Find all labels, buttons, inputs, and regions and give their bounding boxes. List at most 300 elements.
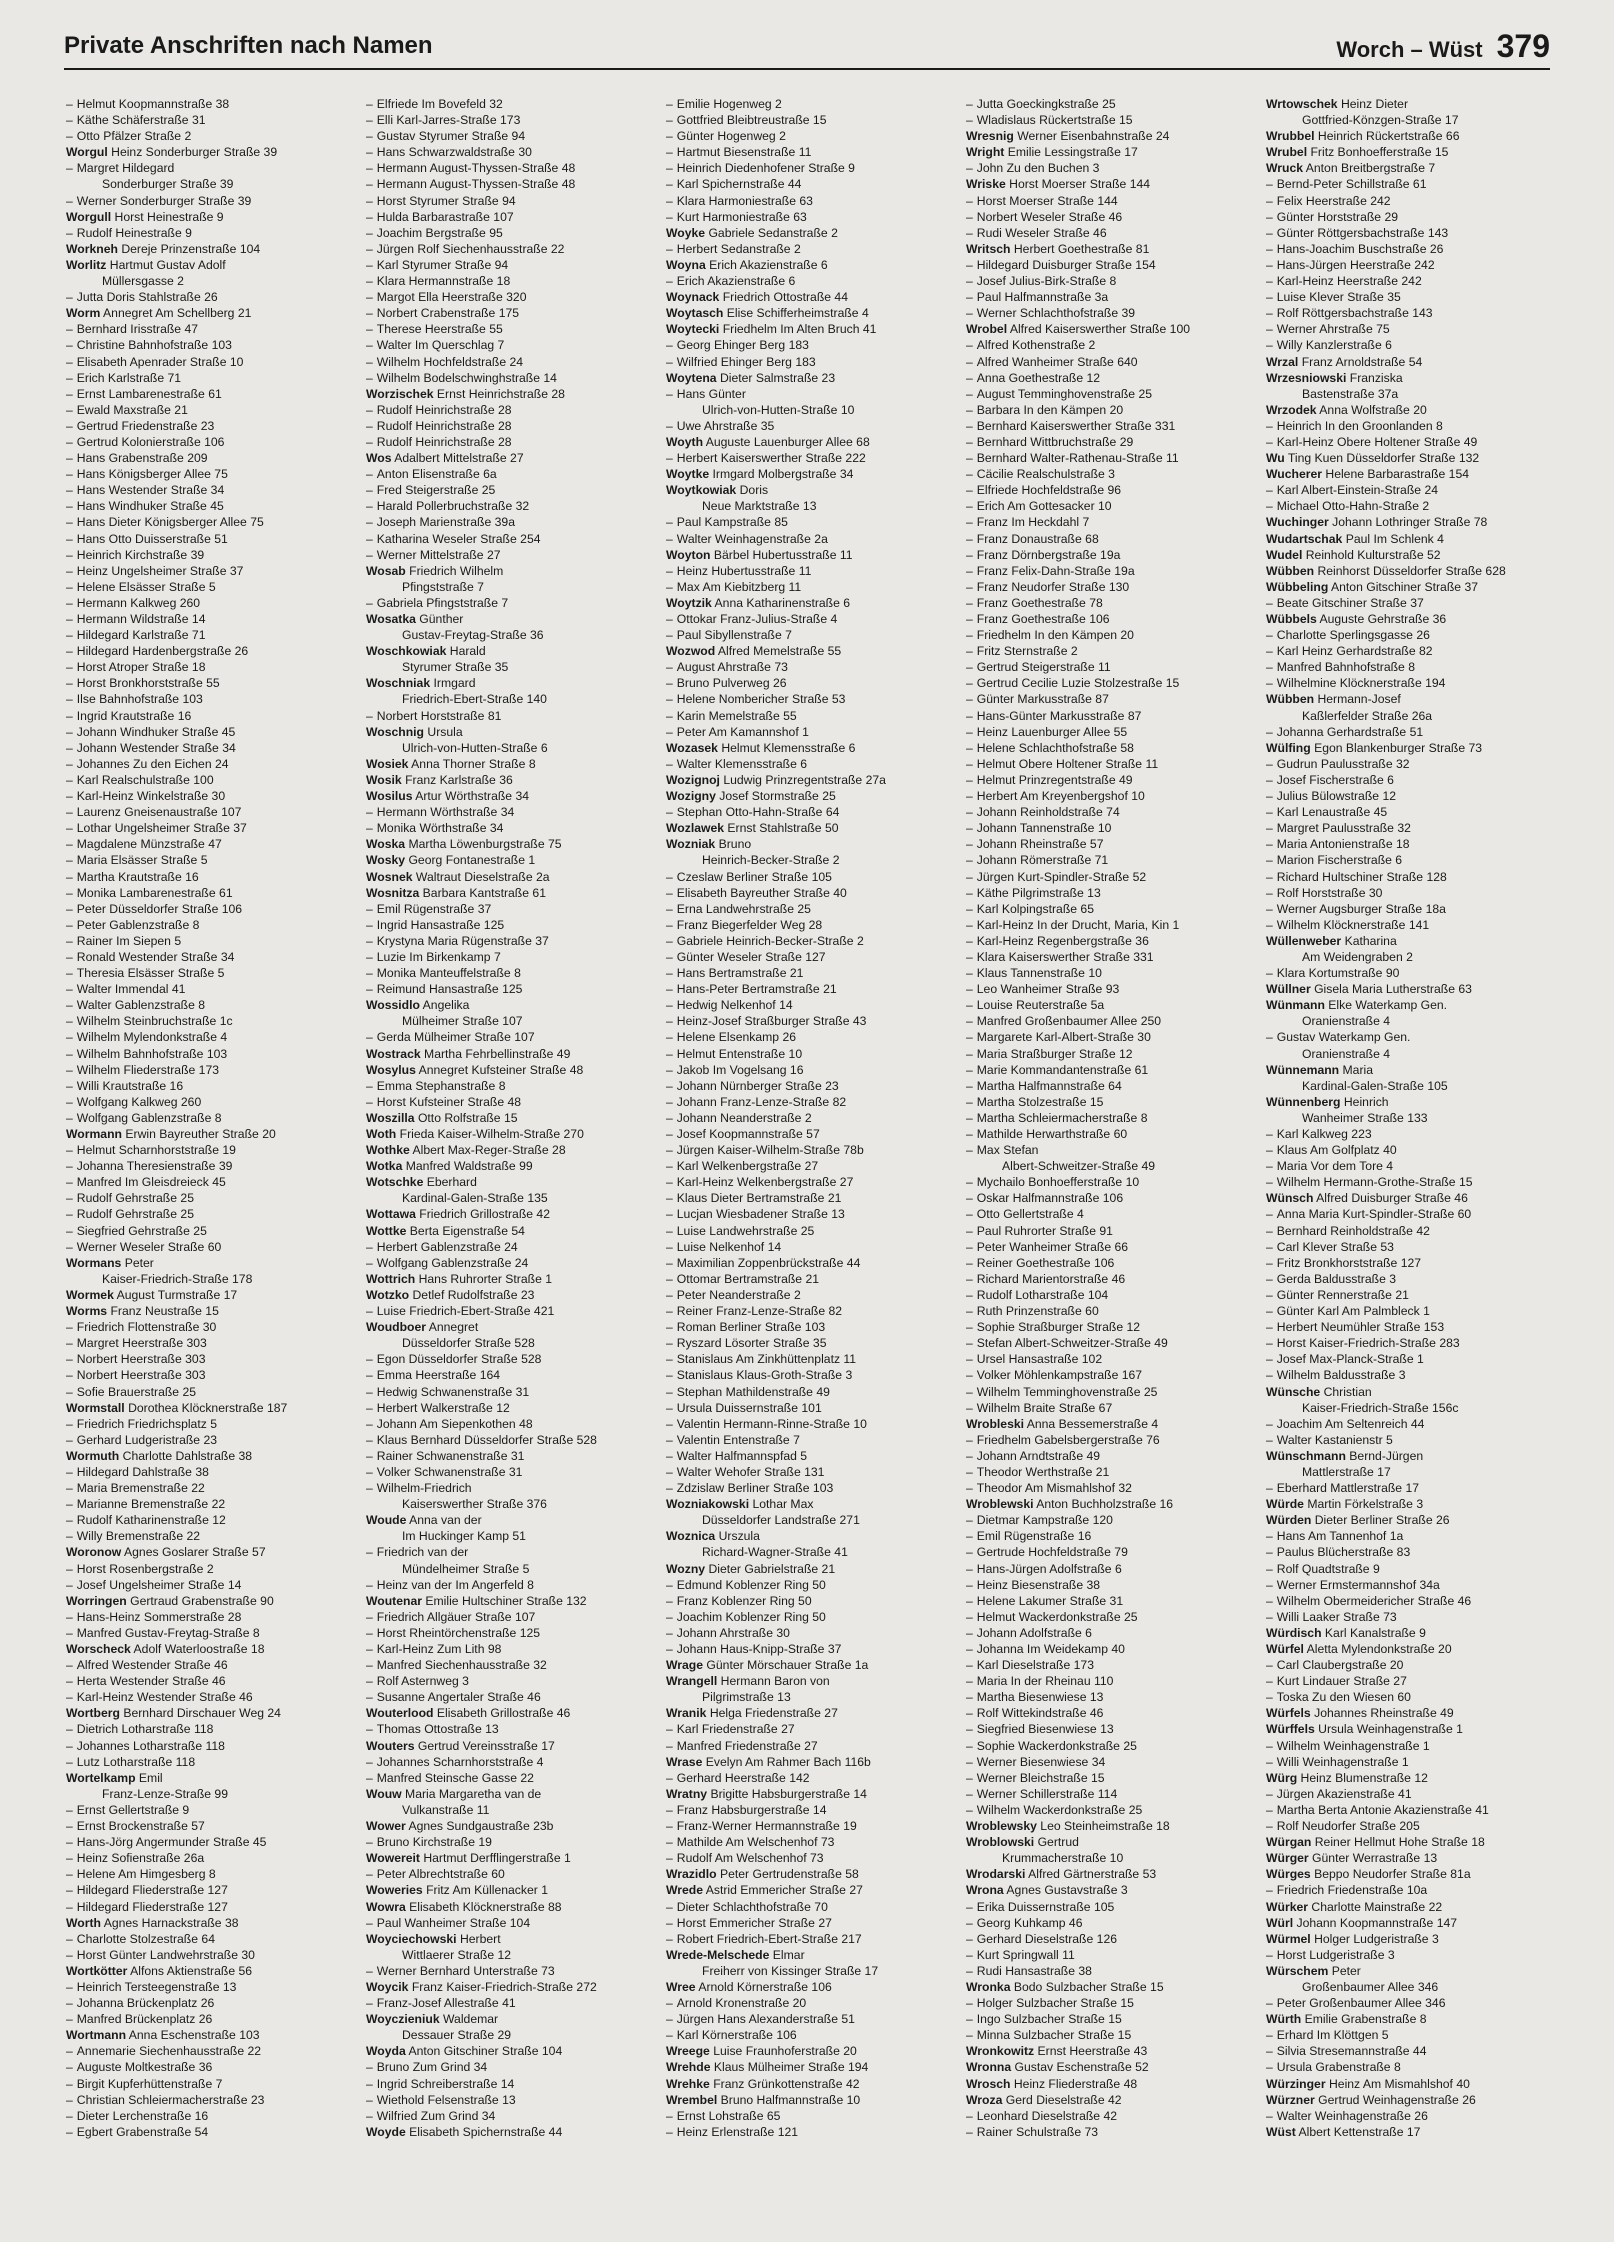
entry-text: Gertrud Cecilie Luzie Stolzestraße 15 — [976, 676, 1180, 691]
entry-surname: Wrede-Melschede — [666, 1947, 770, 1962]
directory-entry — [966, 1319, 1250, 1335]
entry-surname: Wozniak — [666, 837, 716, 852]
directory-entry — [66, 2059, 350, 2075]
entry-continuation: Franz-Lenze-Straße 99 — [102, 1786, 228, 1801]
entry-text: Egon Blankenburger Straße 73 — [1314, 740, 1483, 755]
entry-text: Karl Styrumer Straße 94 — [376, 257, 509, 272]
directory-entry — [66, 321, 350, 337]
entry-text: Gertrud Friedenstraße 23 — [76, 418, 215, 433]
directory-entry — [366, 2059, 650, 2075]
entry-text: Johann Neanderstraße 2 — [676, 1110, 812, 1125]
directory-entry — [66, 112, 350, 128]
entry-surname: Wronna — [966, 2060, 1012, 2075]
directory-entry — [666, 933, 950, 949]
same-surname-dash: – — [1266, 756, 1273, 771]
directory-entry — [966, 1142, 1250, 1158]
directory-entry — [366, 708, 650, 724]
entry-text: Hans-Peter Bertramstraße 21 — [676, 982, 837, 997]
directory-entry — [1266, 1480, 1550, 1496]
same-surname-dash: – — [366, 145, 373, 160]
entry-text: Margret Paulusstraße 32 — [1276, 821, 1411, 836]
directory-entry — [966, 1641, 1250, 1657]
entry-text: Toska Zu den Wiesen 60 — [1276, 1690, 1411, 1705]
directory-entry — [966, 1303, 1250, 1319]
entry-text: Fritz Am Küllenacker 1 — [426, 1883, 548, 1898]
directory-entry — [666, 1094, 950, 1110]
directory-entry — [66, 1915, 350, 1931]
entry-surname: Wosky — [366, 853, 406, 868]
entry-text: Urszula — [718, 1529, 760, 1544]
entry-surname: Woytzik — [666, 595, 712, 610]
same-surname-dash: – — [66, 853, 73, 868]
entry-text: Peter — [1331, 1963, 1361, 1978]
entry-text: Karl Friedenstraße 27 — [676, 1722, 795, 1737]
entry-surname: Würmel — [1266, 1931, 1311, 1946]
directory-entry — [666, 1480, 950, 1496]
directory-entry — [66, 627, 350, 643]
entry-text: Gerhard Heerstraße 142 — [676, 1770, 810, 1785]
entry-text: Albert Kettenstraße 17 — [1298, 2124, 1421, 2139]
directory-entry — [66, 659, 350, 675]
same-surname-dash: – — [966, 901, 973, 916]
same-surname-dash: – — [966, 1207, 973, 1222]
entry-text: Barbara Kantstraße 61 — [422, 885, 546, 900]
entry-text: Klara Kaiserswerther Straße 331 — [976, 949, 1154, 964]
directory-entry — [666, 466, 950, 482]
same-surname-dash: – — [966, 418, 973, 433]
entry-text: Johann Haus-Knipp-Straße 37 — [676, 1642, 842, 1656]
entry-surname: Woyczieniuk — [366, 2012, 440, 2027]
entry-text: Wilhelm Hermann-Grothe-Straße 15 — [1276, 1175, 1473, 1190]
same-surname-dash: – — [66, 982, 73, 997]
entry-text: John Zu den Buchen 3 — [976, 161, 1100, 176]
directory-entry — [1266, 997, 1550, 1013]
directory-entry — [66, 1561, 350, 1577]
directory-entry — [666, 1947, 950, 1963]
same-surname-dash: – — [366, 193, 373, 208]
same-surname-dash: – — [1266, 1754, 1273, 1769]
same-surname-dash: – — [66, 161, 73, 176]
entry-continuation: Heinrich-Becker-Straße 2 — [702, 853, 840, 868]
entry-text: Karl Realschulstraße 100 — [76, 772, 214, 787]
entry-surname: Wrzodek — [1266, 402, 1317, 417]
directory-entry — [966, 1802, 1250, 1818]
directory-entry — [1266, 1705, 1550, 1721]
same-surname-dash: – — [1266, 901, 1273, 916]
same-surname-dash: – — [366, 1239, 373, 1254]
same-surname-dash: – — [66, 869, 73, 884]
directory-entry — [1266, 1593, 1550, 1609]
same-surname-dash: – — [966, 499, 973, 514]
directory-entry — [366, 1689, 650, 1705]
same-surname-dash: – — [666, 1094, 673, 1109]
directory-entry — [1266, 289, 1550, 305]
entry-text: Uwe Ahrstraße 35 — [676, 418, 775, 433]
directory-entry — [66, 949, 350, 965]
entry-text: Hans Günter — [676, 386, 746, 401]
entry-text: Auguste Lauenburger Allee 68 — [705, 434, 870, 449]
directory-entry — [666, 2059, 950, 2075]
entry-text: Paul Kampstraße 85 — [676, 515, 788, 530]
directory-entry — [1266, 160, 1550, 176]
name-range: Worch – Wüst — [1336, 37, 1483, 62]
entry-text: Fritz Sternstraße 2 — [976, 644, 1078, 659]
same-surname-dash: – — [366, 531, 373, 546]
same-surname-dash: – — [1266, 1223, 1273, 1238]
same-surname-dash: – — [366, 547, 373, 562]
same-surname-dash: – — [366, 1368, 373, 1383]
same-surname-dash: – — [66, 290, 73, 305]
same-surname-dash: – — [966, 1738, 973, 1753]
directory-entry — [666, 917, 950, 933]
directory-entry — [366, 1303, 650, 1319]
entry-text: Rolf Röttgersbachstraße 143 — [1276, 306, 1433, 321]
entry-text: Bernhard Wittbruchstraße 29 — [976, 434, 1134, 449]
entry-text: Gerda Mülheimer Straße 107 — [376, 1030, 535, 1045]
directory-entry — [966, 160, 1250, 176]
directory-entry — [66, 740, 350, 756]
entry-surname: Wüst — [1266, 2124, 1296, 2139]
entry-continuation: Neue Marktstraße 13 — [702, 499, 817, 514]
directory-entry — [666, 96, 950, 112]
directory-entry — [66, 1802, 350, 1818]
entry-text: Elmar — [772, 1947, 805, 1962]
directory-entry — [1266, 1126, 1550, 1142]
same-surname-dash: – — [1266, 338, 1273, 353]
same-surname-dash: – — [66, 483, 73, 498]
entry-surname: Wotzko — [366, 1287, 410, 1302]
same-surname-dash: – — [366, 1577, 373, 1592]
entry-surname: Würfel — [1266, 1642, 1304, 1656]
entry-continuation: Albert-Schweitzer-Straße 49 — [1002, 1159, 1156, 1174]
entry-surname: Würschem — [1266, 1963, 1329, 1978]
page-title: Private Anschriften nach Namen — [64, 32, 433, 59]
entry-text: Franz Neustraße 15 — [110, 1304, 219, 1319]
directory-entry — [66, 1078, 350, 1094]
entry-text: Bruno — [718, 837, 752, 852]
same-surname-dash: – — [66, 1561, 73, 1576]
directory-entry — [666, 2043, 950, 2059]
entry-text: Helene Barbarastraße 154 — [1325, 467, 1470, 482]
same-surname-dash: – — [966, 113, 973, 128]
same-surname-dash: – — [666, 97, 673, 111]
entry-text: Willy Bremenstraße 22 — [76, 1529, 201, 1544]
directory-entry — [1266, 611, 1550, 627]
directory-entry — [966, 2076, 1250, 2092]
entry-text: Rainer Im Siepen 5 — [76, 933, 182, 948]
same-surname-dash: – — [666, 1931, 673, 1946]
same-surname-dash: – — [66, 1191, 73, 1206]
entry-text: Ingrid Schreiberstraße 14 — [376, 2076, 515, 2091]
same-surname-dash: – — [966, 515, 973, 530]
same-surname-dash: – — [966, 692, 973, 707]
entry-surname: Wormuth — [66, 1448, 120, 1463]
directory-entry — [66, 434, 350, 450]
same-surname-dash: – — [966, 1175, 973, 1190]
directory-entry — [1266, 498, 1550, 514]
directory-entry — [366, 498, 650, 514]
directory-entry — [1266, 482, 1550, 498]
entry-text: Werner Augsburger Straße 18a — [1276, 901, 1446, 916]
entry-text: Manfred Friedenstraße 27 — [676, 1738, 818, 1753]
same-surname-dash: – — [666, 692, 673, 707]
directory-entry — [666, 386, 950, 402]
directory-entry — [366, 804, 650, 820]
directory-entry — [1266, 740, 1550, 756]
entry-text: Holger Ludgeristraße 3 — [1314, 1931, 1439, 1946]
directory-entry — [966, 2011, 1250, 2027]
same-surname-dash: – — [1266, 209, 1273, 224]
directory-entry — [366, 965, 650, 981]
directory-entry — [1266, 1287, 1550, 1303]
directory-entry — [666, 1239, 950, 1255]
directory-entry — [666, 1705, 950, 1721]
same-surname-dash: – — [966, 1658, 973, 1673]
directory-entry — [1266, 1416, 1550, 1432]
entry-text: Franz Dörnbergstraße 19a — [976, 547, 1121, 562]
entry-text: Gerhard Ludgeristraße 23 — [76, 1432, 218, 1447]
entry-surname: Wormans — [66, 1255, 122, 1270]
same-surname-dash: – — [66, 1529, 73, 1544]
directory-entry — [666, 1029, 950, 1045]
entry-text: August Turmstraße 17 — [116, 1287, 238, 1302]
directory-entry — [666, 1673, 950, 1689]
directory-entry — [1266, 1223, 1550, 1239]
directory-entry — [1266, 370, 1550, 386]
entry-text: Charlotte Mainstraße 22 — [1311, 1899, 1443, 1914]
entry-text: Wilfried Zum Grind 34 — [376, 2108, 496, 2123]
directory-entry — [966, 756, 1250, 772]
entry-text: Paul Wanheimer Straße 104 — [376, 1915, 531, 1930]
entry-text: Rainer Schwanenstraße 31 — [376, 1448, 525, 1463]
entry-text: Friedhelm Im Alten Bruch 41 — [722, 322, 877, 337]
entry-text: Käthe Schäferstraße 31 — [76, 113, 206, 128]
entry-text: Karl-Heinz Zum Lith 98 — [376, 1642, 502, 1656]
same-surname-dash: – — [966, 1432, 973, 1447]
directory-entry — [666, 1609, 950, 1625]
entry-text: Joachim Bergstraße 95 — [376, 225, 503, 240]
directory-entry — [666, 418, 950, 434]
directory-entry — [666, 193, 950, 209]
same-surname-dash: – — [966, 2124, 973, 2139]
entry-text: Hans Grabenstraße 209 — [76, 451, 208, 466]
entry-text: Wilhelm Weinhagenstraße 1 — [1276, 1738, 1430, 1753]
same-surname-dash: – — [666, 1191, 673, 1206]
directory-entry — [966, 1094, 1250, 1110]
entry-surname: Wrona — [966, 1883, 1004, 1898]
directory-entry — [966, 1512, 1250, 1528]
entry-text: Maria Vor dem Tore 4 — [1276, 1159, 1394, 1174]
entry-surname: Wormstall — [66, 1400, 125, 1415]
same-surname-dash: – — [1266, 1207, 1273, 1222]
directory-entry — [66, 1721, 350, 1737]
entry-surname: Wrembel — [666, 2092, 718, 2107]
directory-entry — [66, 643, 350, 659]
entry-continuation: Friedrich-Ebert-Straße 140 — [402, 692, 547, 707]
entry-text: Siegfried Biesenwiese 13 — [976, 1722, 1114, 1737]
directory-entry — [1266, 1512, 1550, 1528]
entry-surname: Wozny — [666, 1561, 706, 1576]
entry-continuation: Kaiser-Friedrich-Straße 178 — [102, 1271, 253, 1286]
same-surname-dash: – — [366, 821, 373, 836]
directory-entry — [66, 498, 350, 514]
entry-text: Franz Goethestraße 106 — [976, 612, 1110, 626]
same-surname-dash: – — [666, 145, 673, 160]
entry-text: Friedrich van der — [376, 1545, 469, 1560]
same-surname-dash: – — [366, 1255, 373, 1270]
entry-text: Peter Großenbaumer Allee 346 — [1276, 1996, 1446, 2011]
same-surname-dash: – — [66, 434, 73, 449]
same-surname-dash: – — [1266, 772, 1273, 787]
entry-surname: Wrzesniowski — [1266, 370, 1347, 385]
entry-text: Erhard Im Klöttgen 5 — [1276, 2028, 1389, 2043]
directory-entry — [666, 1013, 950, 1029]
entry-text: Arnold Körnerstraße 106 — [698, 1979, 832, 1994]
entry-text: Luise Friedrich-Ebert-Straße 421 — [376, 1304, 555, 1319]
entry-text: Marion Fischerstraße 6 — [1276, 853, 1403, 868]
entry-text: Oskar Halfmannstraße 106 — [976, 1191, 1124, 1206]
same-surname-dash: – — [966, 1802, 973, 1817]
directory-entry — [966, 1866, 1250, 1882]
entry-text: Wilhelmine Klöcknerstraße 194 — [1276, 676, 1446, 691]
entry-text: Katharina Weseler Straße 254 — [376, 531, 541, 546]
directory-entry — [366, 1818, 650, 1834]
directory-entry — [966, 402, 1250, 418]
same-surname-dash: – — [666, 1464, 673, 1479]
entry-text: Anton Elisenstraße 6a — [376, 467, 497, 482]
directory-entry — [1266, 1255, 1550, 1271]
directory-entry — [66, 1432, 350, 1448]
directory-entry — [1266, 1818, 1550, 1834]
entry-text: Erich Akazienstraße 6 — [676, 274, 796, 289]
entry-continuation: Am Weidengraben 2 — [1302, 949, 1413, 964]
entry-surname: Wozwod — [666, 644, 716, 659]
same-surname-dash: – — [666, 338, 673, 353]
directory-entry — [366, 1963, 650, 1979]
directory-entry — [666, 1206, 950, 1222]
entry-text: Günter Werrastraße 13 — [1312, 1851, 1438, 1866]
entry-text: Fritz Bonhoefferstraße 15 — [1310, 145, 1449, 160]
same-surname-dash: – — [366, 1030, 373, 1045]
same-surname-dash: – — [366, 1432, 373, 1447]
directory-entry — [1266, 659, 1550, 675]
entry-text: Rudolf Gehrstraße 25 — [76, 1191, 194, 1206]
same-surname-dash: – — [666, 177, 673, 192]
directory-entry — [1266, 691, 1550, 707]
entry-text: Wiethold Felsenstraße 13 — [376, 2092, 516, 2107]
directory-entry — [1266, 933, 1550, 949]
entry-text: Heinrich Rückertstraße 66 — [1317, 129, 1460, 144]
directory-entry — [966, 917, 1250, 933]
same-surname-dash: – — [1266, 869, 1273, 884]
entry-text: Erich Am Gottesacker 10 — [976, 499, 1112, 514]
same-surname-dash: – — [66, 1674, 73, 1689]
directory-entry — [1266, 321, 1550, 337]
entry-text: Adolf Waterloostraße 18 — [133, 1642, 265, 1656]
directory-entry — [966, 836, 1250, 852]
entry-continuation: Vulkanstraße 11 — [402, 1802, 490, 1817]
same-surname-dash: – — [66, 1835, 73, 1850]
same-surname-dash: – — [366, 1545, 373, 1560]
entry-surname: Wrase — [666, 1754, 703, 1769]
same-surname-dash: – — [66, 499, 73, 514]
entry-text: Norbert Horststraße 81 — [376, 708, 502, 723]
directory-entry — [666, 257, 950, 273]
entry-surname: Würzinger — [1266, 2076, 1326, 2091]
directory-entry — [366, 1400, 650, 1416]
entry-text: Herbert Am Kreyenbergshof 10 — [976, 789, 1145, 804]
same-surname-dash: – — [966, 1127, 973, 1141]
same-surname-dash: – — [366, 933, 373, 948]
entry-text: Johann Rheinstraße 57 — [976, 837, 1104, 852]
entry-text: Astrid Emmericher Straße 27 — [705, 1883, 863, 1898]
directory-entry — [366, 1078, 650, 1094]
same-surname-dash: – — [1266, 676, 1273, 691]
entry-text: Waltraut Dieselstraße 2a — [415, 869, 550, 884]
entry-text: Alfred Westender Straße 46 — [76, 1658, 228, 1673]
directory-entry — [666, 1995, 950, 2011]
same-surname-dash: – — [966, 1448, 973, 1463]
same-surname-dash: – — [666, 1432, 673, 1447]
directory-entry — [1266, 1882, 1550, 1898]
entry-text: Hans-Jürgen Heerstraße 242 — [1276, 257, 1435, 272]
entry-text: Horst Styrumer Straße 94 — [376, 193, 516, 208]
entry-surname: Wroblewsky — [966, 1819, 1037, 1834]
entry-text: Felix Heerstraße 242 — [1276, 193, 1391, 208]
entry-text: Leonhard Dieselstraße 42 — [976, 2108, 1118, 2123]
entry-continuation: Sonderburger Straße 39 — [102, 177, 234, 192]
directory-entry — [66, 1255, 350, 1271]
directory-entry — [966, 1770, 1250, 1786]
directory-entry — [66, 193, 350, 209]
entry-text: Hans-Heinz Sommerstraße 28 — [76, 1609, 242, 1624]
column-1 — [66, 96, 350, 2216]
entry-text: Mychailo Bonhoefferstraße 10 — [976, 1175, 1140, 1190]
entry-surname: Worgull — [66, 209, 112, 224]
same-surname-dash: – — [66, 1979, 73, 1994]
entry-text: Klara Kortumstraße 90 — [1276, 966, 1400, 981]
directory-entry — [366, 2043, 650, 2059]
directory-entry — [366, 418, 650, 434]
directory-entry — [366, 1593, 650, 1609]
entry-text: Maria Straßburger Straße 12 — [976, 1046, 1133, 1061]
directory-entry — [366, 2011, 650, 2027]
directory-entry — [366, 321, 650, 337]
directory-entry — [966, 96, 1250, 112]
directory-entry — [1266, 402, 1550, 418]
directory-entry — [666, 1367, 950, 1383]
entry-text: Heinz Biesenstraße 38 — [976, 1577, 1101, 1592]
same-surname-dash: – — [66, 595, 73, 610]
entry-text: Bernhard Kaiserswerther Straße 331 — [976, 418, 1176, 433]
entry-text: Franz Kaiser-Friedrich-Straße 272 — [411, 1979, 597, 1994]
entry-text: Walter Klemensstraße 6 — [676, 756, 808, 771]
directory-entry — [666, 1303, 950, 1319]
entry-text: Jutta Doris Stahlstraße 26 — [76, 290, 218, 305]
same-surname-dash: – — [666, 805, 673, 820]
entry-text: Bernhard Walter-Rathenau-Straße 11 — [976, 451, 1179, 466]
directory-entry — [1266, 1625, 1550, 1641]
same-surname-dash: – — [666, 2124, 673, 2139]
entry-continuation: Müllersgasse 2 — [102, 274, 184, 289]
entry-surname: Woyton — [666, 547, 711, 562]
directory-entry — [1266, 1995, 1550, 2011]
directory-entry — [1266, 1561, 1550, 1577]
same-surname-dash: – — [1266, 1674, 1273, 1689]
entry-text: Heinrich Diedenhofener Straße 9 — [676, 161, 855, 176]
directory-entry — [1266, 869, 1550, 885]
entry-text: Karl-Heinz Obere Holtener Straße 49 — [1276, 434, 1478, 449]
